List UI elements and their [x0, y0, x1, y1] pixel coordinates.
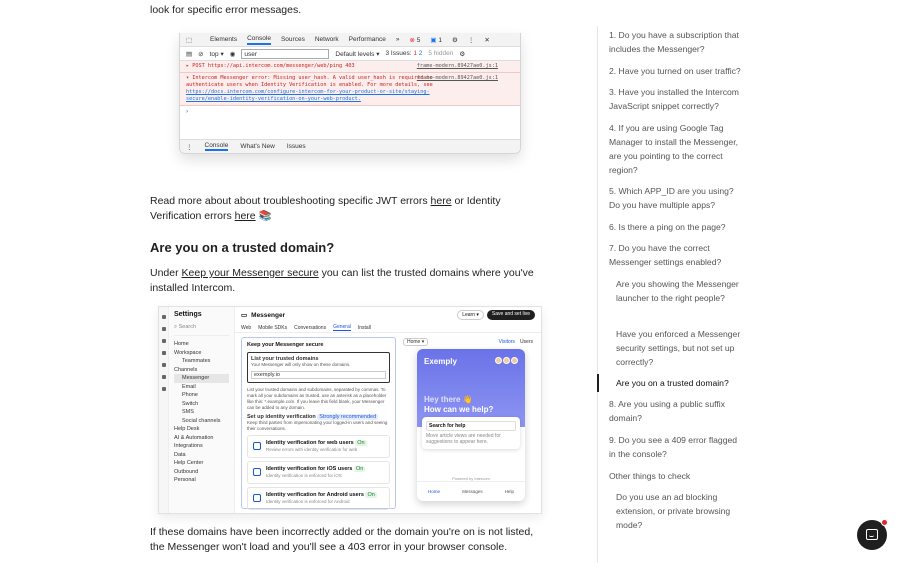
devtools-tab: Network [314, 36, 339, 43]
messenger-header: ▭ Messenger Learn ▾ Save and set live [235, 307, 541, 323]
nav-help: Help [504, 489, 514, 494]
intro: How can we help? [424, 405, 494, 414]
tab: Install [357, 324, 371, 331]
messenger-widget [417, 349, 525, 501]
toc-item[interactable]: 7. Do you have the correct Messenger settings enabled? [609, 243, 722, 267]
drawer-tab: What's New [240, 143, 275, 150]
settings-nav-item: Teammates [182, 358, 211, 364]
jwt-paragraph: Read more about about troubleshooting specific JWT errors here or Identity Verification errors here 📚 [150, 195, 501, 222]
settings-screenshot [158, 306, 542, 514]
console-prompt: › [186, 108, 189, 115]
settings-nav-item: Data [174, 451, 186, 458]
save-button: Save and set live [487, 310, 535, 320]
issues-count: 3 Issues: 1 2 [385, 50, 423, 57]
messenger-tabs [235, 323, 541, 333]
messenger-preview [403, 337, 533, 509]
sidebar-icon: ▤ [186, 50, 193, 58]
section-heading: Are you on a trusted domain? [150, 240, 335, 255]
settings-nav-item: Switch [182, 400, 199, 407]
team-avatars [495, 357, 518, 364]
settings-nav-item: AI & Automation [174, 434, 214, 441]
domains-help: List your trusted domains and subdomains, separated by commas. To mark all your subdomains as trusted, use an asterisk as a placeholder like this: *.example.com. If you leave this field blank, your Messenger can be added to any domain. [247, 387, 387, 410]
toc-item[interactable]: 1. Do you have a subscription that includes the Messenger? [609, 30, 739, 54]
drawer-tabs [180, 139, 520, 153]
warn-count: ▣ 1 [430, 36, 442, 44]
toc-item[interactable]: 9. Do you see a 409 error flagged in the console? [609, 435, 738, 459]
console-error-1: ▸ POST https://api.intercom.com/messenger/web/ping 403 frame-modern.89427ae0.js:1 [180, 61, 520, 73]
toc-item[interactable]: 6. Is there a ping on the page? [609, 222, 726, 232]
toc-item[interactable]: Are you showing the Messenger launcher to the right people? [616, 279, 739, 303]
settings-nav-item: Personal [174, 477, 196, 483]
table-of-contents [597, 26, 747, 563]
settings-nav-item: Workspace [174, 349, 202, 356]
settings-nav-item: Help Center [174, 460, 204, 466]
devtools-screenshot [179, 33, 521, 154]
gear-icon: ⚙ [459, 50, 466, 58]
error-paragraph: If these domains have been incorrectly added or the domain you're on is not listed, the Messenger won't load and you'll see a 403 error in your browser console. [150, 526, 534, 553]
toc-item[interactable]: 8. Are you using a public suffix domain? [609, 399, 725, 423]
devtools-tab: Performance [348, 36, 386, 43]
jwt-errors-link[interactable]: here [430, 195, 452, 207]
settings-nav-item: Integrations [174, 443, 203, 449]
console-toolbar [180, 47, 520, 61]
toc-item[interactable]: 4. If you are using Google Tag Manager to install the Messenger, are you pointing to the correct region? [609, 123, 738, 175]
tab: Mobile SDKs [258, 324, 288, 331]
tab: Conversations [294, 324, 327, 331]
notification-badge [881, 519, 888, 526]
devtools-tab: Elements [210, 36, 238, 43]
messenger-launcher[interactable] [857, 520, 887, 550]
verification-section: Set up identity verification Strongly recommended Keep third parties from impersonating your logged-in users and seeing their conversations. [247, 414, 388, 431]
tab-general: General [333, 324, 351, 330]
devtools-tab-bar [180, 33, 520, 47]
settings-sidebar [169, 307, 235, 513]
context-select: top ▾ [209, 50, 224, 58]
nav-home: Home [428, 489, 441, 494]
devtools-tab: Sources [280, 36, 305, 43]
app-rail [159, 307, 169, 513]
trusted-domains-box: List your trusted domains Your Messenger will only show on these domains. exemply.io [247, 352, 390, 383]
settings-nav-item: Help Desk [174, 426, 200, 432]
tab: Web [241, 324, 252, 331]
source-link: frame-modern.89427ae0.js:1 [416, 75, 498, 81]
toc-item[interactable]: Do you use an ad blocking extension, or private browsing mode? [616, 492, 731, 530]
toc-active-marker [597, 374, 599, 392]
settings-nav-item: Social channels [182, 417, 221, 424]
books-icon: 📚 [255, 210, 272, 222]
help-search: Search for help Move article views are needed for suggestions to appear here. [422, 417, 520, 449]
eye-icon: ◉ [229, 50, 236, 58]
settings-nav-item: Outbound [174, 468, 199, 475]
levels-select: Default levels ▾ [335, 50, 380, 58]
toc-item[interactable]: 5. Which APP_ID are you using? Do you have multiple apps? [609, 186, 734, 210]
settings-nav-item: SMS [182, 409, 194, 415]
powered-by: Powered by Intercom [452, 476, 490, 481]
source-link: frame-modern.89427ae0.js:1 [416, 63, 498, 69]
monitor-icon [253, 442, 261, 450]
settings-nav-item: Channels [174, 366, 198, 373]
drawer-tab: Issues [286, 143, 306, 150]
toc-item[interactable]: Other things to check [609, 471, 691, 481]
verification-row-android: Identity verification for Android users On Identity verification is enforced for Android [247, 487, 390, 510]
nav-messages: Messages [462, 489, 483, 494]
settings-title: Settings [174, 311, 202, 318]
console-filter: user [241, 49, 329, 59]
toc-item[interactable]: 3. Have you installed the Intercom JavaScript snippet correctly? [609, 87, 739, 111]
verification-row-web: Identity verification for web users On Review errors with identity verification for web [247, 435, 390, 458]
learn-button: Learn ▾ [457, 310, 484, 320]
clear-icon: ⊘ [198, 50, 204, 58]
settings-nav-item: Phone [182, 392, 198, 398]
settings-nav-item-messenger: Messenger [174, 374, 229, 383]
drawer-tab-console: Console [204, 142, 229, 149]
brand-logo: Exemply [424, 357, 457, 366]
messenger-nav [417, 481, 525, 501]
trusted-domain-paragraph: Under Keep your Messenger secure you can list the trusted domains where you've installed Intercom. [150, 267, 534, 294]
docs-link: https://docs.intercom.com/configure-intercom-for-your-product-or-site/staying-secure/enable-identity-verification-on-your-web-product. [186, 89, 430, 102]
toc-item[interactable]: 2. Have you turned on user traffic? [609, 66, 741, 76]
messenger-icon: ▭ [241, 312, 248, 319]
chat-bubble-icon [866, 529, 878, 540]
preview-bar: Home ▾ Visitors Users [403, 337, 533, 346]
gear-icon: ⚙ [452, 36, 458, 44]
devtools-tab-console: Console [247, 35, 271, 45]
toc-item-active[interactable]: Are you on a trusted domain? [616, 378, 729, 388]
error-count: ⊗ 5 [409, 36, 421, 44]
console-error-2: ▾ Intercom Messenger error: Missing user_hash. A valid user_hash is required to authenticate users when Identity Verification is enabled. For more details, see https://docs.intercom.com/configure-intercom-for-your-product-or-site/staying-secure/enable-identity-verification-on-your-web-product. frame-modern.89427ae0.js:1 [180, 73, 520, 106]
intro-text: look for specific error messages. [150, 4, 302, 16]
inspect-icon: ⬚ [186, 36, 193, 44]
settings-nav-item: Home [174, 341, 189, 347]
identity-verification-link[interactable]: here [234, 210, 256, 222]
greeting: Hey there 👋 [424, 395, 473, 404]
hidden-count: 5 hidden [428, 50, 454, 57]
toc-item[interactable]: Have you enforced a Messenger security settings, but not set up correctly? [616, 329, 741, 367]
close-icon: ✕ [484, 36, 490, 44]
security-card [241, 337, 396, 509]
settings-nav-item: Email [182, 383, 196, 390]
verification-row-ios: Identity verification for iOS users On Identity verification is enforced for iOS [247, 461, 390, 484]
card-title: Keep your Messenger secure [247, 342, 324, 348]
devtools-tab-more: » [395, 36, 400, 43]
keep-messenger-secure-link[interactable]: Keep your Messenger secure [181, 267, 319, 279]
settings-main [235, 307, 541, 513]
phone-icon [253, 468, 261, 476]
phone-icon [253, 494, 261, 502]
more-icon: ⋮ [467, 36, 475, 44]
more-icon: ⋮ [186, 143, 193, 151]
settings-search: ⌕ Search [174, 324, 229, 336]
trusted-domains-input: exemply.io [251, 371, 386, 379]
